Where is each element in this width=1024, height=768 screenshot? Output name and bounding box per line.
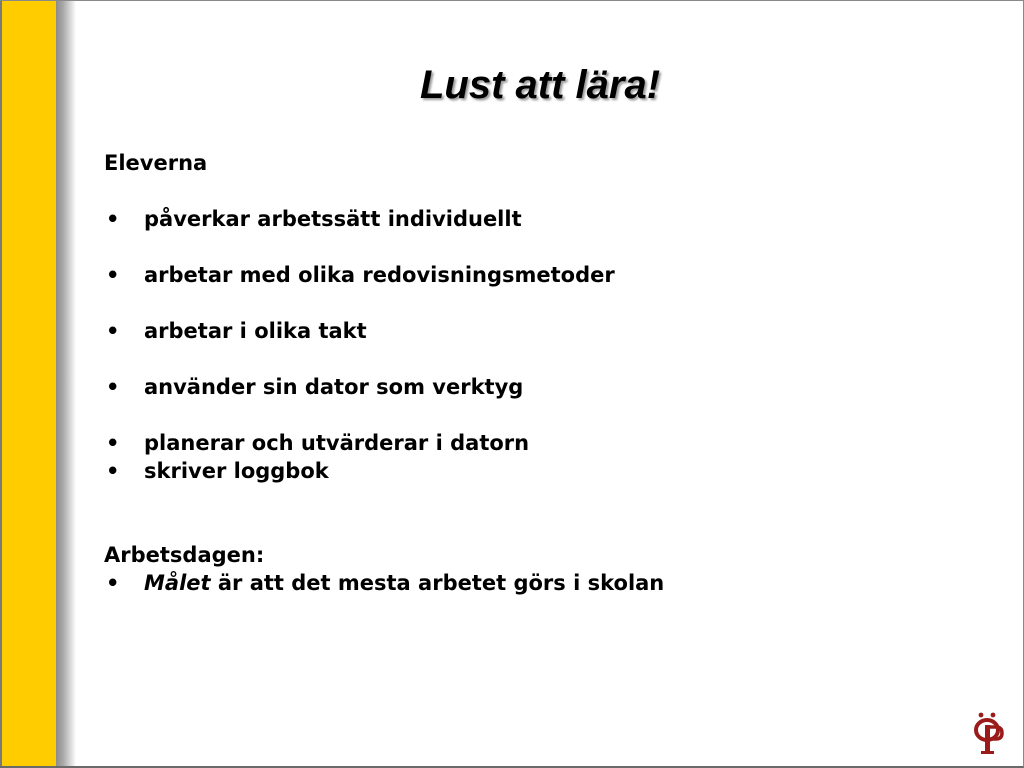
list-item xyxy=(104,261,664,289)
bullet-icon: • xyxy=(106,375,120,399)
list-item xyxy=(104,429,664,457)
slide-title: Lust att lära! xyxy=(420,63,661,107)
section-heading-eleverna: Eleverna xyxy=(104,151,208,175)
spacer xyxy=(104,401,664,429)
spacer xyxy=(104,485,664,541)
slide-content xyxy=(104,149,664,597)
list-item xyxy=(104,373,664,401)
list-item xyxy=(104,569,664,597)
accent-bar xyxy=(0,1,56,766)
list-item-emphasis: Målet xyxy=(144,571,211,595)
accent-bar-shadow xyxy=(56,1,76,766)
section-heading-arbetsdagen: Arbetsdagen: xyxy=(104,543,265,567)
bullet-icon: • xyxy=(106,571,120,595)
bullet-icon: • xyxy=(106,207,120,231)
bullet-icon: • xyxy=(106,431,120,455)
list-item-text: skriver loggbok xyxy=(144,459,329,483)
bullet-icon: • xyxy=(106,319,120,343)
op-logo-icon xyxy=(968,711,1008,755)
list-item-text: arbetar i olika takt xyxy=(144,319,367,343)
list-item-text: använder sin dator som verktyg xyxy=(144,375,524,399)
list-item xyxy=(104,317,664,345)
list-item xyxy=(104,205,664,233)
list-item-text: är att det mesta arbetet görs i skolan xyxy=(210,571,665,595)
list-item-text: påverkar arbetssätt individuellt xyxy=(144,207,522,231)
list-item-text: arbetar med olika redovisningsmetoder xyxy=(144,263,615,287)
spacer xyxy=(104,289,664,317)
spacer xyxy=(104,233,664,261)
spacer xyxy=(104,345,664,373)
list-item-text: planerar och utvärderar i datorn xyxy=(144,431,530,455)
bullet-icon: • xyxy=(106,459,120,483)
bullet-icon: • xyxy=(106,263,120,287)
spacer xyxy=(104,177,664,205)
list-item xyxy=(104,457,664,485)
